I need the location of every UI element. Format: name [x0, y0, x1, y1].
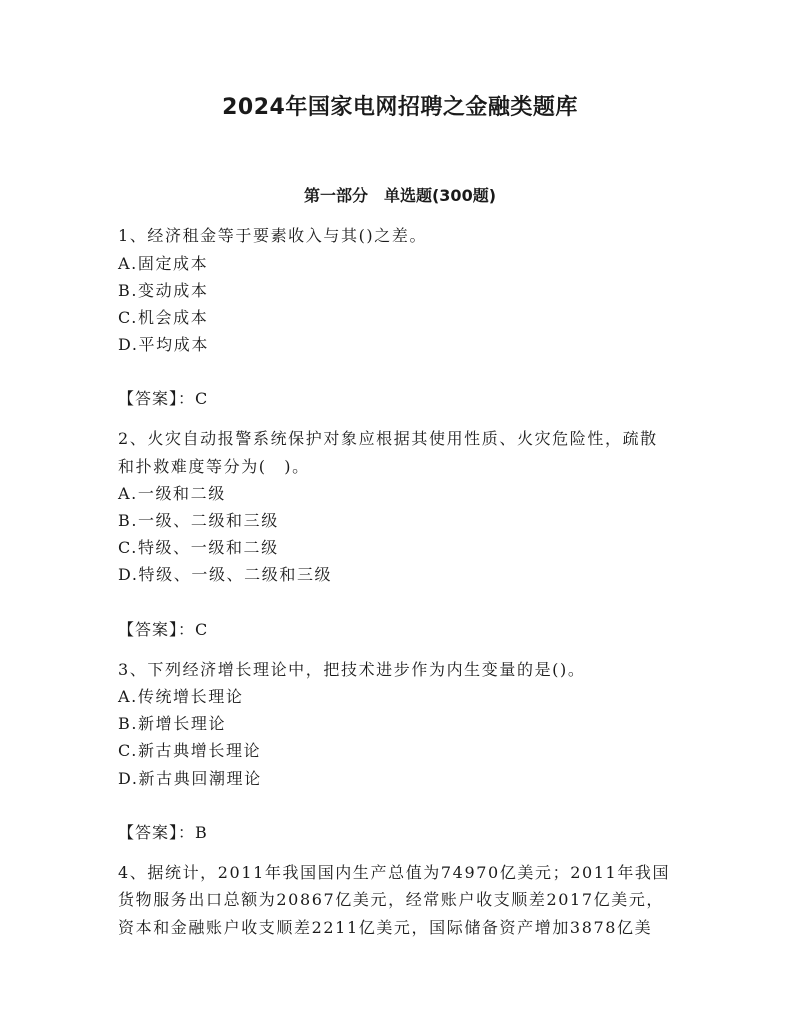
question-3-option-c: C.新古典增长理论	[118, 741, 262, 760]
question-3-stem: 3、下列经济增长理论中，把技术进步作为内生变量的是()。	[118, 660, 586, 679]
question-4-stem-line-2: 货物服务出口总额为20867亿美元，经常账户收支顺差2017亿美元，	[118, 890, 665, 909]
question-1-option-c: C.机会成本	[118, 308, 209, 327]
question-2-stem-line-2: 和扑救难度等分为( )。	[118, 457, 310, 476]
question-3-option-a: A.传统增长理论	[118, 687, 244, 706]
question-1-option-a: A.固定成本	[118, 254, 209, 273]
question-3-option-b: B.新增长理论	[118, 714, 227, 733]
answer-prefix: 【答案】：	[118, 823, 196, 842]
answer-value: B	[195, 823, 208, 842]
answer-value: C	[195, 620, 209, 639]
question-1-stem: 1、经济租金等于要素收入与其()之差。	[118, 226, 428, 245]
question-2-option-c: C.特级、一级和二级	[118, 538, 279, 557]
question-3-answer	[118, 823, 208, 843]
question-1-answer	[118, 389, 208, 409]
question-1-option-b: B.变动成本	[118, 281, 209, 300]
question-4-stem-line-1: 4、据统计，2011年我国国内生产总值为74970亿美元；2011年我国	[118, 863, 671, 882]
question-3-option-d: D.新古典回潮理论	[118, 769, 262, 788]
answer-prefix: 【答案】：	[118, 389, 196, 408]
question-2-option-d: D.特级、一级、二级和三级	[118, 565, 333, 584]
question-2-option-a: A.一级和二级	[118, 484, 226, 503]
question-4-stem-line-3: 资本和金融账户收支顺差2211亿美元，国际储备资产增加3878亿美	[118, 918, 653, 937]
document-title: 2024年国家电网招聘之金融类题库	[222, 95, 578, 120]
question-2-stem-line-1: 2、火灾自动报警系统保护对象应根据其使用性质、火灾危险性，疏散	[118, 429, 658, 448]
question-1-option-d: D.平均成本	[118, 335, 209, 354]
question-2-option-b: B.一级、二级和三级	[118, 511, 279, 530]
answer-value: C	[195, 389, 209, 408]
question-2-answer	[118, 620, 208, 640]
section-heading: 第一部分 单选题(300题)	[303, 186, 497, 205]
answer-prefix: 【答案】：	[118, 620, 196, 639]
